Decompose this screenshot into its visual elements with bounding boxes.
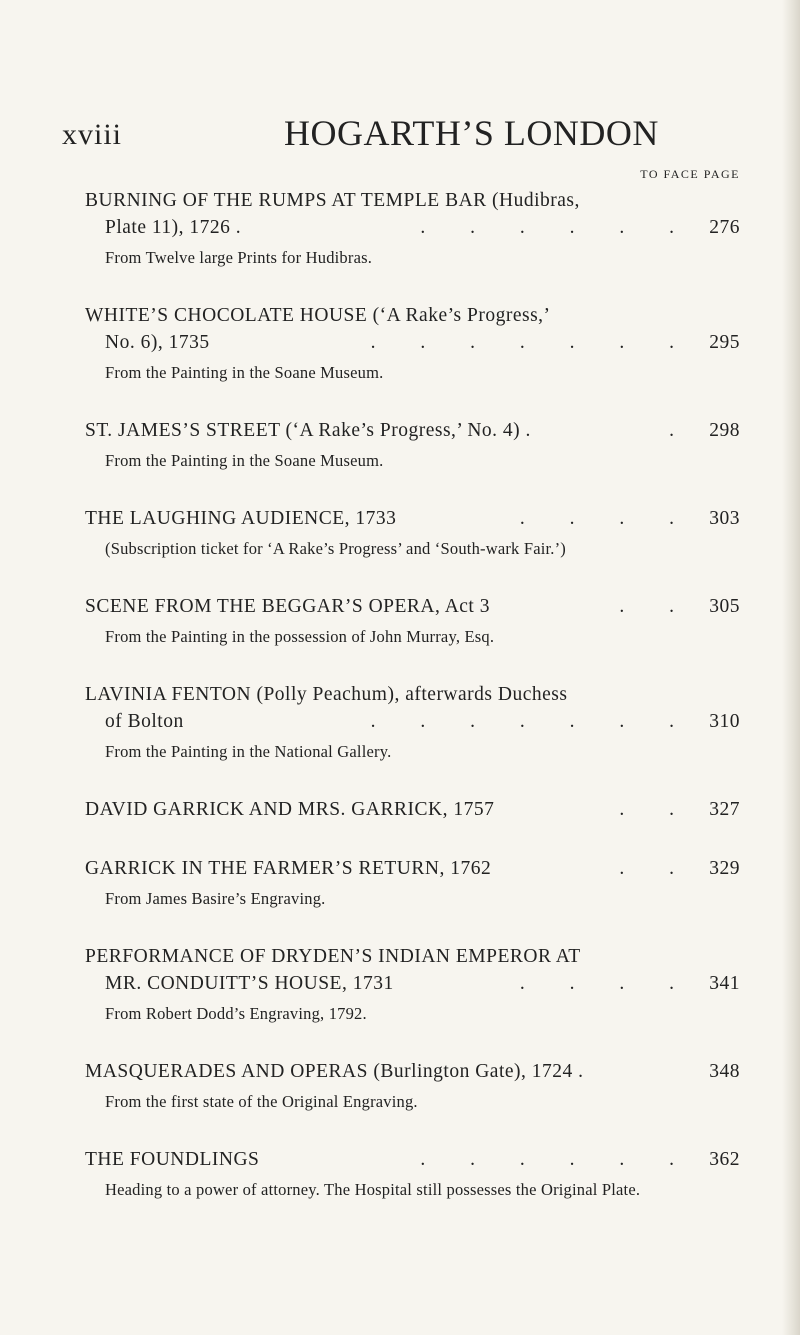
entry-title: DAVID GARRICK AND MRS. GARRICK, 1757 — [85, 799, 495, 820]
page-ref: 303 — [709, 508, 740, 529]
entry-title-cont: MR. CONDUITT’S HOUSE, 1731 — [105, 973, 394, 994]
dot-leader: . . . . . . — [420, 1149, 694, 1170]
dot-leader: . . . . — [519, 973, 694, 994]
entry-title: THE FOUNDLINGS — [85, 1149, 260, 1170]
entry-title: LAVINIA FENTON (Polly Peachum), afterwards Duchess — [85, 684, 568, 705]
dot-leader: . . . . . . — [420, 217, 694, 238]
entry-source-note: From the first state of the Original Engraving. — [105, 1092, 418, 1111]
entry-source-note: From the Painting in the Soane Museum. — [105, 451, 384, 470]
list-item — [85, 1058, 740, 1114]
entry-source-note: Heading to a power of attorney. The Hospital still possesses the Original Plate. — [105, 1180, 641, 1199]
entry-source-note: From Twelve large Prints for Hudibras. — [105, 248, 373, 267]
illustrations-list — [85, 187, 740, 1234]
page-header — [62, 113, 742, 158]
page-ref: 295 — [709, 332, 740, 353]
dot-leader: . . — [619, 799, 694, 820]
dot-leader: . . — [619, 596, 694, 617]
dot-leader: . . . . . . . — [370, 332, 694, 353]
list-item — [85, 302, 740, 385]
dot-leader: . . . . — [519, 508, 694, 529]
entry-title-cont: of Bolton — [105, 711, 184, 732]
entry-source-note: From the Painting in the possession of John Murray, Esq. — [105, 627, 495, 646]
page-ref: 348 — [709, 1061, 740, 1082]
dot-leader: . . — [619, 858, 694, 879]
entry-source-note: From the Painting in the National Gallery. — [105, 742, 392, 761]
entry-title: GARRICK IN THE FARMER’S RETURN, 1762 — [85, 858, 492, 879]
entry-title: SCENE FROM THE BEGGAR’S OPERA, Act 3 — [85, 596, 490, 617]
page-ref: 310 — [709, 711, 740, 732]
list-item — [85, 417, 740, 473]
entry-title-cont: Plate 11), 1726 . — [105, 217, 242, 238]
entry-title-cont: No. 6), 1735 — [105, 332, 210, 353]
running-title: HOGARTH’S LONDON — [284, 113, 659, 153]
entry-source-note: From the Painting in the Soane Museum. — [105, 363, 384, 382]
column-heading: TO FACE PAGE — [640, 167, 740, 181]
dot-leader: . — [669, 420, 694, 441]
page-ref: 329 — [709, 858, 740, 879]
list-item — [85, 855, 740, 911]
page-number: xviii — [62, 118, 123, 151]
list-item — [85, 796, 740, 823]
list-item — [85, 1146, 740, 1202]
entry-title: THE LAUGHING AUDIENCE, 1733 — [85, 508, 397, 529]
entry-source-note: From James Basire’s Engraving. — [105, 889, 326, 908]
page-ref: 305 — [709, 596, 740, 617]
list-item — [85, 505, 740, 561]
list-item — [85, 943, 740, 1026]
page-ref: 327 — [709, 799, 740, 820]
entry-title: PERFORMANCE OF DRYDEN’S INDIAN EMPEROR AT — [85, 946, 581, 967]
entry-source-note: From Robert Dodd’s Engraving, 1792. — [105, 1004, 367, 1023]
entry-title: MASQUERADES AND OPERAS (Burlington Gate), 1724 . — [85, 1061, 584, 1082]
page-edge-shadow — [782, 0, 800, 1335]
page-ref: 298 — [709, 420, 740, 441]
entry-title: BURNING OF THE RUMPS AT TEMPLE BAR (Hudibras, — [85, 190, 580, 211]
list-item — [85, 187, 740, 270]
entry-title: WHITE’S CHOCOLATE HOUSE (‘A Rake’s Progress,’ — [85, 305, 551, 326]
list-item — [85, 593, 740, 649]
entry-title: ST. JAMES’S STREET (‘A Rake’s Progress,’ No. 4) . — [85, 420, 531, 441]
page-ref: 341 — [709, 973, 740, 994]
page-ref: 276 — [709, 217, 740, 238]
page-ref: 362 — [709, 1149, 740, 1170]
list-item — [85, 681, 740, 764]
entry-source-note: (Subscription ticket for ‘A Rake’s Progress’ and ‘South-wark Fair.’) — [105, 539, 567, 558]
dot-leader: . . . . . . . — [370, 711, 694, 732]
